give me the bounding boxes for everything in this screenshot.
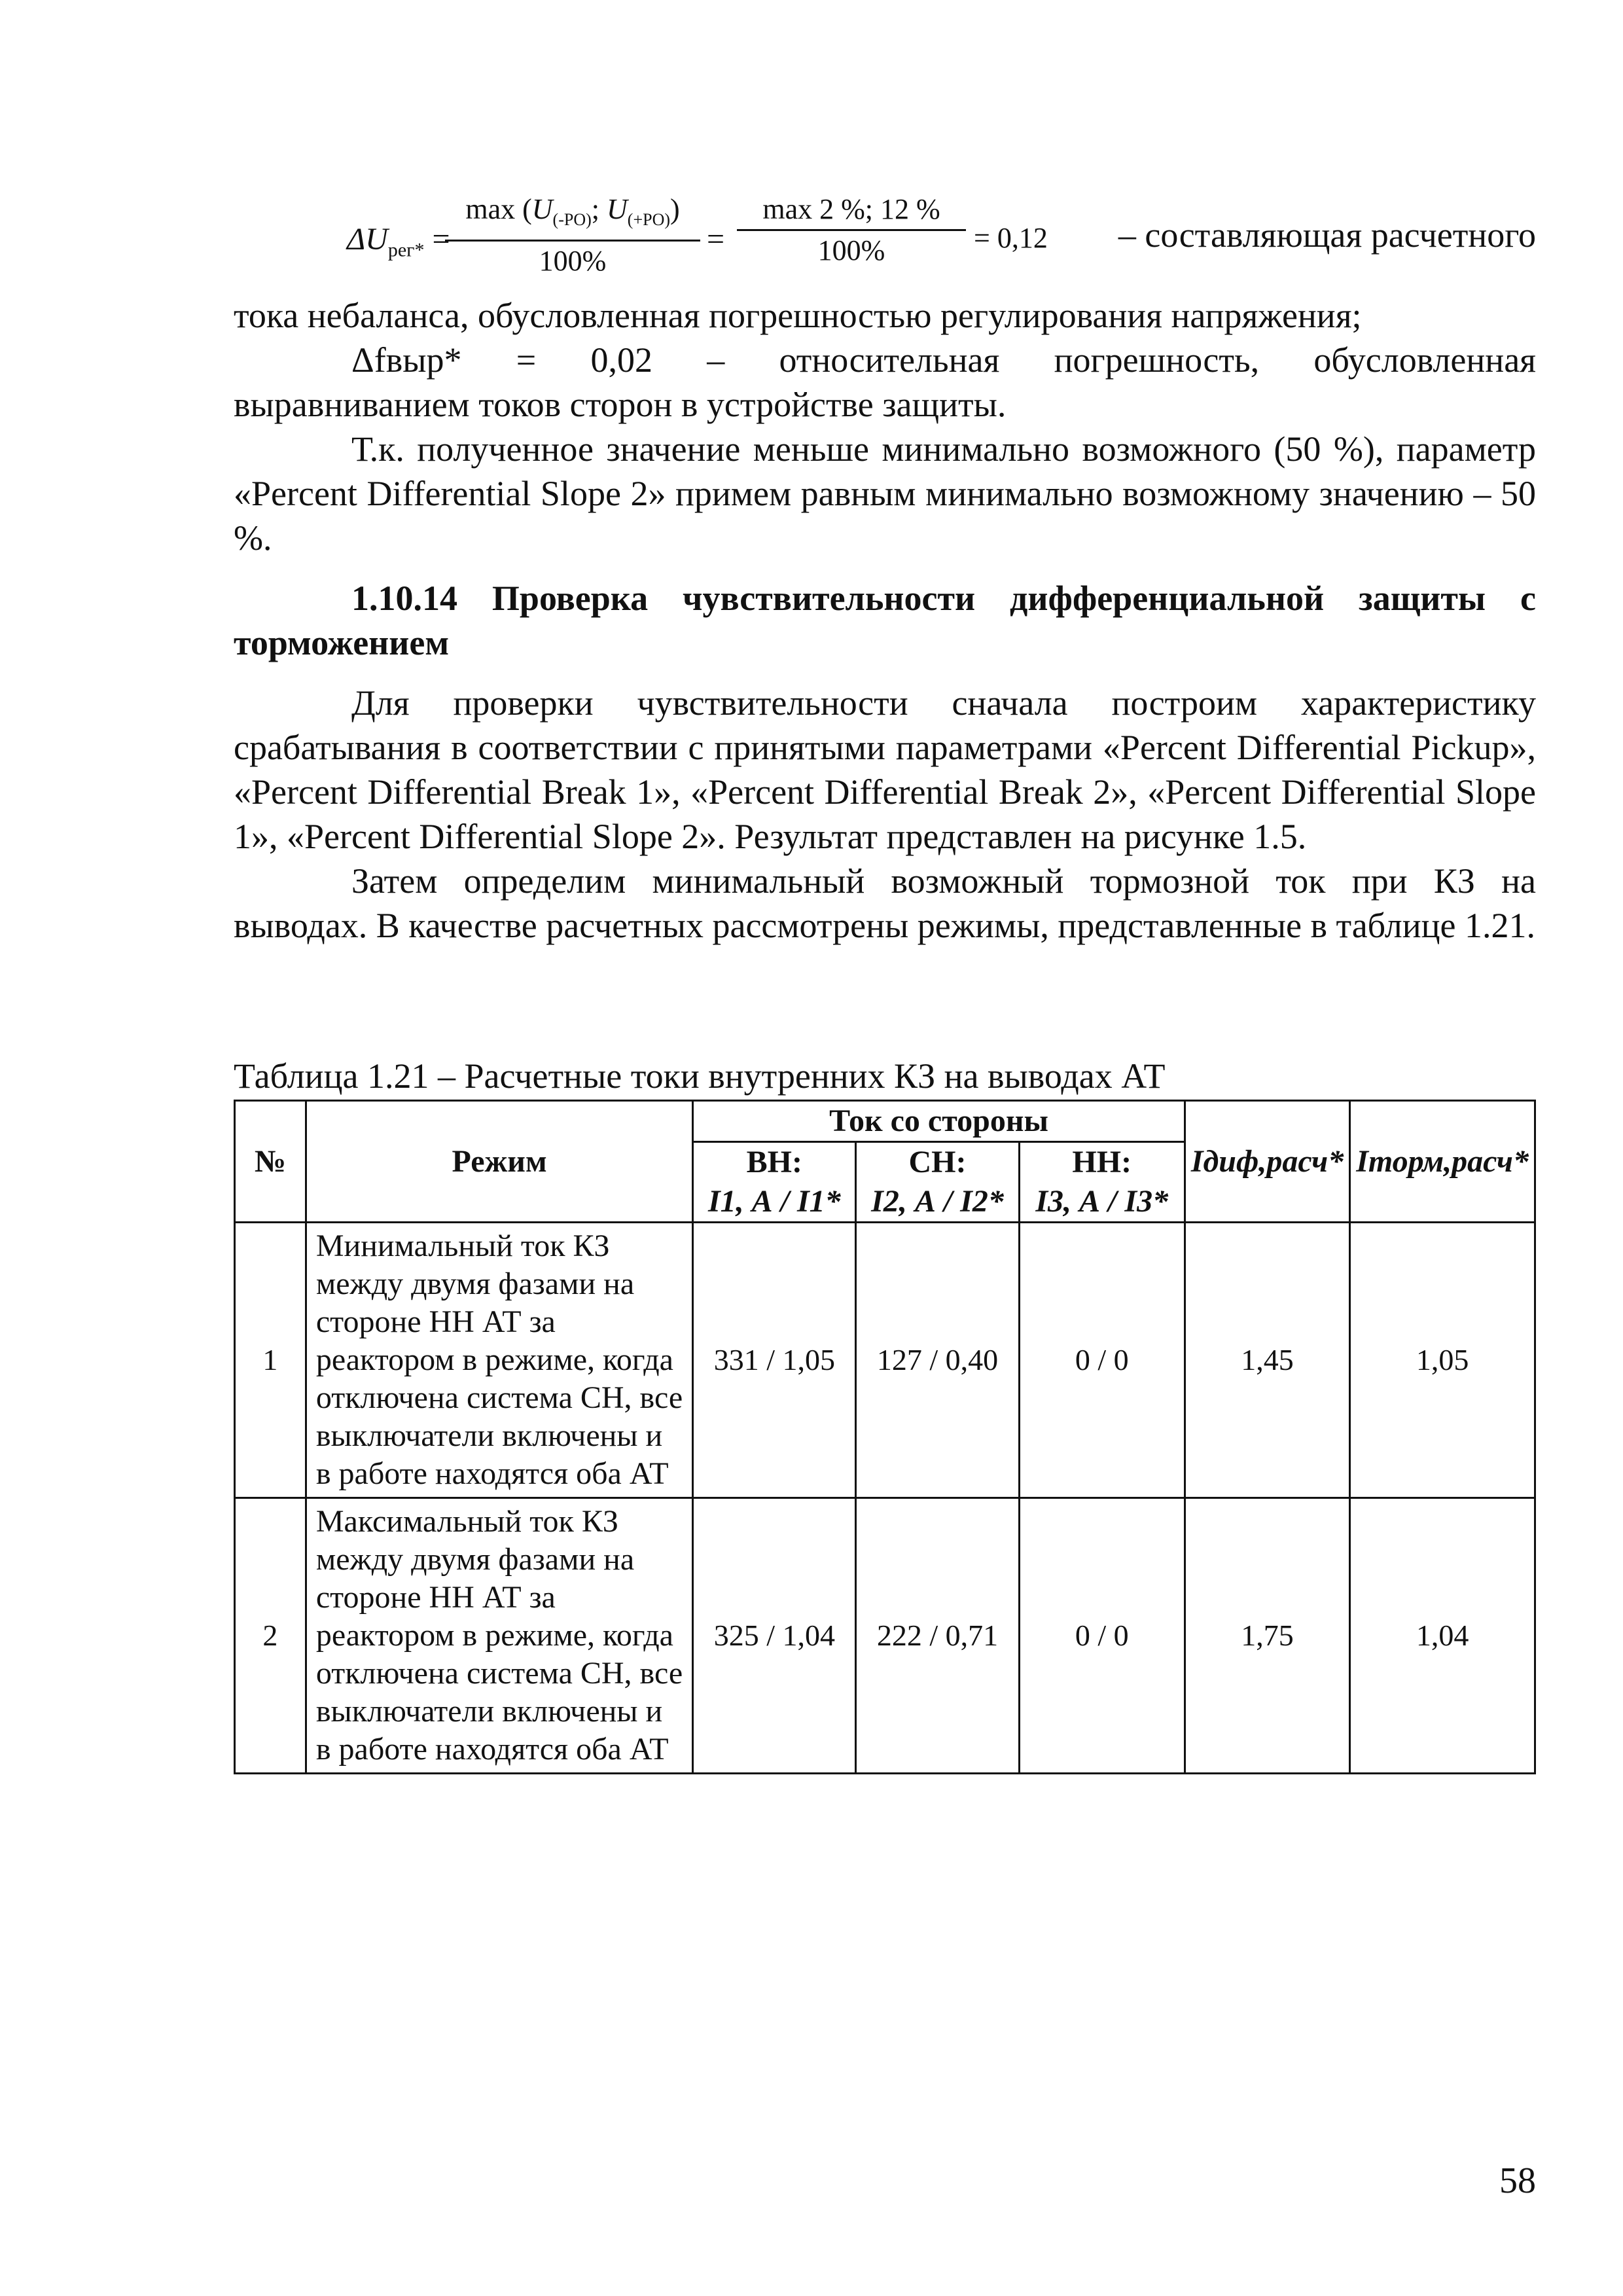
formula-equals: =: [707, 222, 725, 257]
cell-nn: 0 / 0: [1019, 1498, 1185, 1774]
cell-itorm: 1,04: [1350, 1498, 1535, 1774]
header-side: Ток со стороны: [693, 1101, 1185, 1142]
cell-idif: 1,75: [1185, 1498, 1349, 1774]
header-vn: ВН: I1, А / I1*: [693, 1142, 856, 1223]
cell-vn: 331 / 1,05: [693, 1223, 856, 1498]
section-heading: 1.10.14 Проверка чувствительности дифференциальной защиты с торможением: [234, 579, 1536, 662]
table-row: [235, 1223, 1535, 1498]
formula-lhs: $\Delta U_{рег*}$ =: [347, 222, 450, 261]
cell-itorm: 1,05: [1350, 1223, 1535, 1498]
formula-result: = 0,12: [974, 222, 1048, 254]
header-sn: СН: I2, А / I2*: [856, 1142, 1019, 1223]
paragraph-4: Для проверки чувствительности сначала построим характеристику срабатывания в соответствии с принятыми параметрами «Percent Differential Pickup», «Percent Differential Break 1», «Percent Differential Break 2», «Percent Differential Slope 1», «Percent Differential Slope 2». Результат представлен на рисунке 1.5.: [234, 683, 1536, 856]
cell-nn: 0 / 0: [1019, 1223, 1185, 1498]
cell-mode: Максимальный ток КЗ между двумя фазами на стороне НН АТ за реактором в режиме, когда отключена система СН, все выключатели включены и в работе находятся оба АТ: [306, 1498, 692, 1774]
formula-fraction-1: [445, 192, 700, 278]
fraction-1-bar: [445, 240, 700, 242]
cell-sn: 222 / 0,71: [856, 1498, 1019, 1774]
table-caption: Таблица 1.21 – Расчетные токи внутренних КЗ на выводах АТ: [234, 1056, 1166, 1096]
fraction-1-numerator: $\max (U_{(-PO)}$; $U_{(+PO)}$): [465, 193, 680, 229]
cell-sn: 127 / 0,40: [856, 1223, 1019, 1498]
header-nn: НН: I3, А / I3*: [1019, 1142, 1185, 1223]
header-num: №: [235, 1101, 306, 1223]
paragraph-1: тока небаланса, обусловленная погрешностью регулирования напряжения;: [234, 296, 1362, 335]
header-itorm: Iторм,расч*: [1350, 1101, 1535, 1223]
fraction-2-denominator: 100%: [817, 234, 885, 266]
paragraph-2-line-2: выравниванием токов сторон в устройстве защиты.: [234, 385, 1007, 424]
fraction-1-denominator: 100%: [539, 244, 607, 277]
paragraph-2-line-1: Δfвыр* = 0,02 – относительная погрешность, обусловленная: [351, 340, 1536, 380]
body-text: [234, 293, 1536, 948]
cell-num: 1: [235, 1223, 306, 1498]
cell-vn: 325 / 1,04: [693, 1498, 856, 1774]
formula-fraction-2: [737, 192, 966, 268]
currents-table: [234, 1100, 1536, 1774]
formula-delta-u-reg: [347, 188, 1536, 293]
paragraph-5: Затем определим минимальный возможный тормозной ток при КЗ на выводах. В качестве расчетных рассмотрены режимы, представленные в таблице 1.21.: [234, 861, 1536, 945]
formula-tail-text: – составляющая расчетного: [1118, 215, 1536, 255]
page-number: 58: [1499, 2161, 1536, 2201]
paragraph-3: Т.к. полученное значение меньше минимально возможного (50 %), параметр «Percent Differential Slope 2» примем равным минимально возможному значению – 50 %.: [234, 429, 1536, 558]
cell-idif: 1,45: [1185, 1223, 1349, 1498]
fraction-2-bar: [737, 229, 966, 231]
header-idif: Iдиф,расч*: [1185, 1101, 1349, 1223]
table-row: [235, 1498, 1535, 1774]
cell-num: 2: [235, 1498, 306, 1774]
fraction-2-numerator: max 2 %; 12 %: [762, 193, 940, 225]
cell-mode: Минимальный ток КЗ между двумя фазами на стороне НН АТ за реактором в режиме, когда отключена система СН, все выключатели включены и в работе находятся оба АТ: [306, 1223, 692, 1498]
header-mode: Режим: [306, 1101, 692, 1223]
